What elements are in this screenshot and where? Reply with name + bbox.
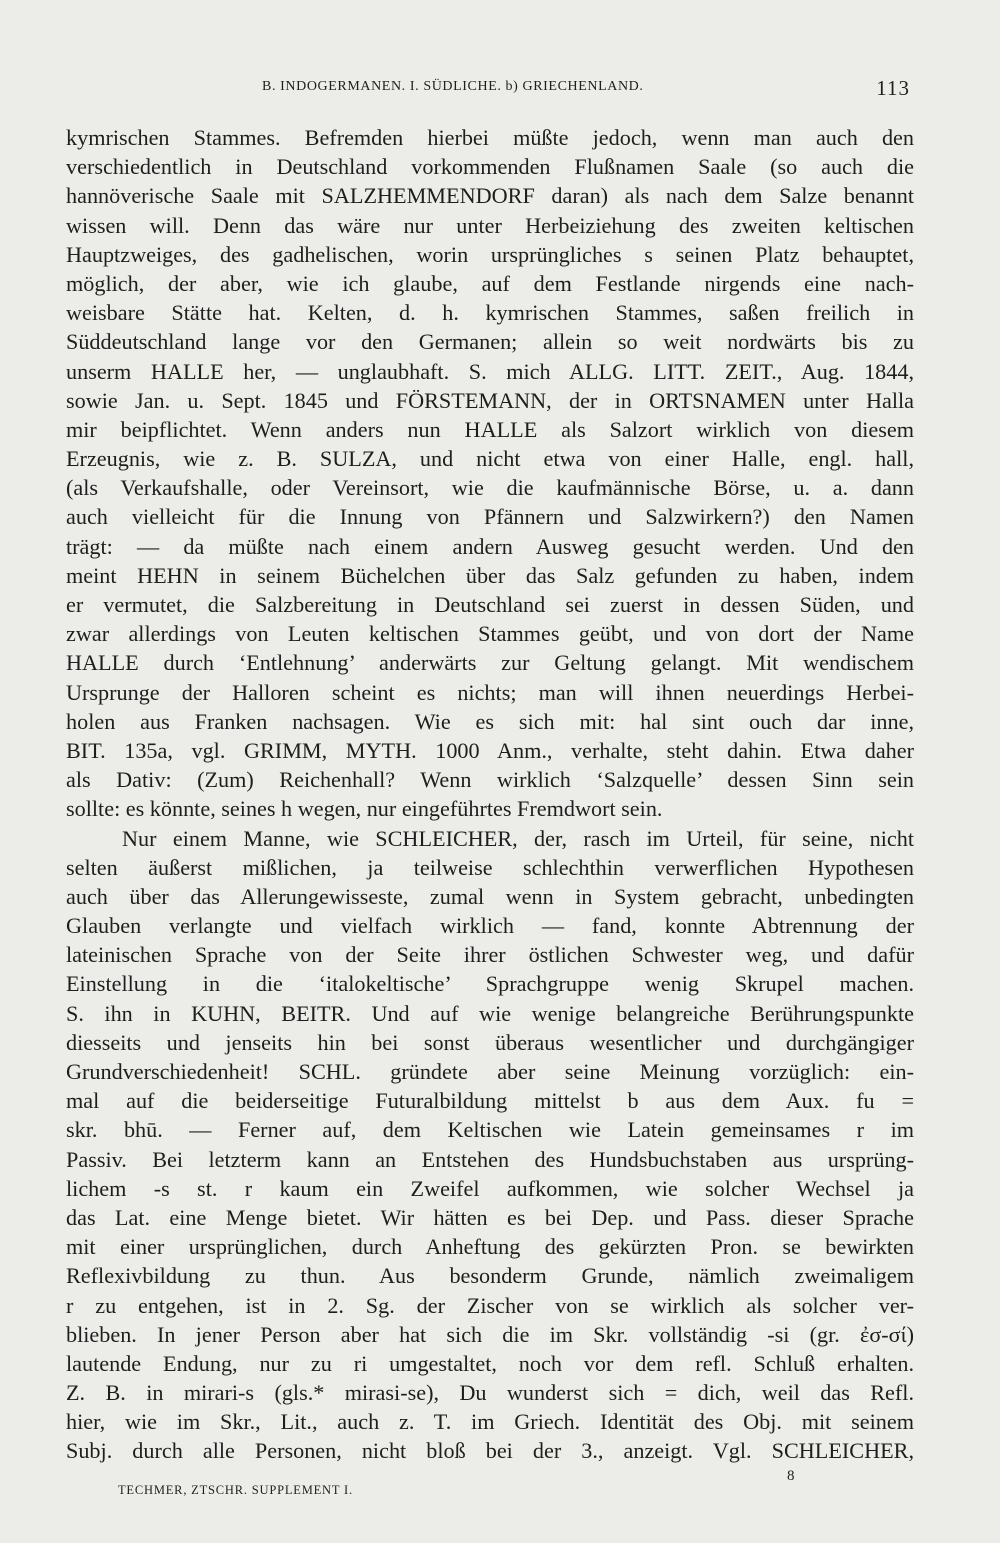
signature-mark: 8 xyxy=(787,1468,795,1484)
text-line: wissen will. Denn das wäre nur unter Herbeiziehung des zweiten keltischen xyxy=(66,212,914,238)
text-line: Ursprunge der Halloren scheint es nichts; man will ihnen neuerdings Herbei- xyxy=(66,679,914,705)
text-line: möglich, der aber, wie ich glaube, auf dem Festlande nirgends eine nach- xyxy=(66,270,914,296)
text-line: weisbare Stätte hat. Kelten, d. h. kymrischen Stammes, saßen freilich in xyxy=(66,300,914,326)
text-line: Grundverschiedenheit! SCHL. gründete aber seine Meinung vorzüglich: ein- xyxy=(66,1059,914,1084)
page-number: 113 xyxy=(876,76,910,100)
text-line: auch über das Allerungewisseste, zumal wenn in System gebracht, unbedingten xyxy=(66,883,914,909)
paragraph xyxy=(66,824,914,1466)
paragraph xyxy=(66,123,914,824)
text-line: Subj. durch alle Personen, nicht bloß bei der 3., anzeigt. Vgl. SCHLEICHER, xyxy=(66,1438,914,1464)
text-line: zwar allerdings von Leuten keltischen Stammes geübt, und von dort der Name xyxy=(66,621,914,647)
text-line: Nur einem Manne, wie SCHLEICHER, der, rasch im Urteil, für seine, nicht xyxy=(122,825,914,851)
body-text xyxy=(66,123,914,1466)
text-line: diesseits und jenseits hin bei sonst überaus wesentlicher und durchgängiger xyxy=(66,1029,914,1055)
text-line: sollte: es könnte, seines h wegen, nur eingeführtes Fremdwort sein. xyxy=(66,796,663,822)
text-line: Hauptzweiges, des gadhelischen, worin ursprüngliches s seinen Platz behauptet, xyxy=(66,241,914,267)
text-line: sowie Jan. u. Sept. 1845 und FÖRSTEMANN, der in ORTSNAMEN unter Halla xyxy=(66,387,914,413)
text-line: das Lat. eine Menge bietet. Wir hätten es bei Dep. und Pass. dieser Sprache xyxy=(66,1204,914,1230)
text-line: Einstellung in die ‘italokeltische’ Sprachgruppe wenig Skrupel machen. xyxy=(66,971,914,997)
text-line: Z. B. in mirari-s (gls.* mirasi-se), Du wunderst sich = dich, weil das Refl. xyxy=(66,1380,914,1406)
text-line: mir beipflichtet. Wenn anders nun HALLE als Salzort wirklich von diesem xyxy=(66,416,914,442)
text-line: holen aus Franken nachsagen. Wie es sich mit: hal sint ouch dar inne, xyxy=(66,708,914,734)
text-line: als Dativ: (Zum) Reichenhall? Wenn wirklich ‘Salzquelle’ dessen Sinn sein xyxy=(66,767,914,793)
text-line: blieben. In jener Person aber hat sich die im Skr. vollständig -si (gr. ἐσ-σί) xyxy=(66,1321,914,1347)
running-head xyxy=(66,76,914,102)
text-line: Glauben verlangte und vielfach wirklich — fand, konnte Abtrennung der xyxy=(66,913,914,939)
text-line: BIT. 135a, vgl. GRIMM, MYTH. 1000 Anm., verhalte, steht dahin. Etwa daher xyxy=(66,737,914,763)
text-line: selten äußerst mißlichen, ja teilweise schlechthin verwerflichen Hypothesen xyxy=(66,854,914,880)
text-line: er vermutet, die Salzbereitung in Deutschland sei zuerst in dessen Süden, und xyxy=(66,592,914,617)
text-line: trägt: — da müßte nach einem andern Ausweg gesucht werden. Und den xyxy=(66,533,914,559)
text-line: r zu entgehen, ist in 2. Sg. der Zischer von se wirklich als solcher ver- xyxy=(66,1292,914,1318)
text-line: S. ihn in KUHN, BEITR. Und auf wie wenige belangreiche Berührungspunkte xyxy=(66,1000,914,1026)
text-line: Erzeugnis, wie z. B. SULZA, und nicht etwa von einer Halle, engl. hall, xyxy=(66,446,914,472)
text-line: HALLE durch ‘Entlehnung’ anderwärts zur Geltung gelangt. Mit wendischem xyxy=(66,650,914,676)
text-line: Reflexivbildung zu thun. Aus besonderm Grunde, nämlich zweimaligem xyxy=(66,1263,914,1289)
text-line: hier, wie im Skr., Lit., auch z. T. im Griech. Identität des Obj. mit seinem xyxy=(66,1409,914,1435)
text-line: kymrischen Stammes. Befremden hierbei müßte jedoch, wenn man auch den xyxy=(66,125,914,150)
text-line: mit einer ursprünglichen, durch Anheftung des gekürzten Pron. se bewirkten xyxy=(66,1234,914,1260)
text-line: lautende Endung, nur zu ri umgestaltet, noch vor dem refl. Schluß erhalten. xyxy=(66,1350,914,1376)
text-line: lichem -s st. r kaum ein Zweifel aufkommen, wie solcher Wechsel ja xyxy=(66,1175,914,1201)
text-line: skr. bhū. — Ferner auf, dem Keltischen wie Latein gemeinsames r im xyxy=(66,1117,914,1143)
text-line: (als Verkaufshalle, oder Vereinsort, wie die kaufmännische Börse, u. a. dann xyxy=(66,475,914,501)
running-head-title: B. INDOGERMANEN. I. SÜDLICHE. b) GRIECHENLAND. xyxy=(262,79,644,94)
text-line: meint HEHN in seinem Büchelchen über das Salz gefunden zu haben, indem xyxy=(66,562,914,588)
text-line: Passiv. Bei letzterm kann an Entstehen des Hundsbuchstaben aus ursprüng- xyxy=(66,1146,914,1172)
page-footer xyxy=(66,1468,914,1512)
text-line: hannöverische Saale mit SALZHEMMENDORF daran) als nach dem Salze benannt xyxy=(66,183,914,209)
text-line: auch vielleicht für die Innung von Pfännern und Salzwirkern?) den Namen xyxy=(66,504,914,530)
text-line: mal auf die beiderseitige Futuralbildung mittelst b aus dem Aux. fu = xyxy=(66,1088,914,1114)
text-line: unserm HALLE her, — unglaubhaft. S. mich ALLG. LITT. ZEIT., Aug. 1844, xyxy=(66,358,914,384)
text-line: lateinischen Sprache von der Seite ihrer östlichen Schwester weg, und dafür xyxy=(66,942,914,968)
text-line: Süddeutschland lange vor den Germanen; allein so weit nordwärts bis zu xyxy=(66,329,914,355)
text-line: verschiedentlich in Deutschland vorkommenden Flußnamen Saale (so auch die xyxy=(66,154,914,180)
footer-series-title: TECHMER, ZTSCHR. SUPPLEMENT I. xyxy=(118,1483,353,1497)
